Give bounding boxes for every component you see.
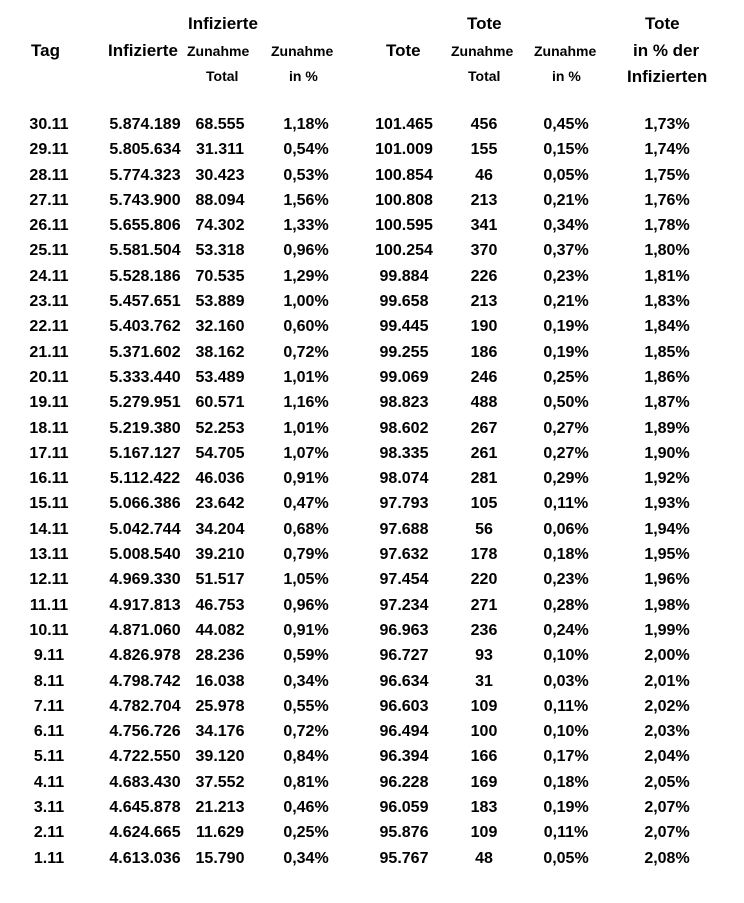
tote-zunahme-total-cell: 178 <box>470 546 498 564</box>
tote-cell: 98.823 <box>379 394 429 412</box>
inf-zunahme-total-cell: 34.204 <box>195 520 245 538</box>
tag-cell: 26.11 <box>29 217 69 235</box>
tag-cell: 4.11 <box>33 773 65 791</box>
inf-zunahme-total-cell: 32.160 <box>195 318 245 336</box>
tote-zunahme-pct-cell: 0,19% <box>543 343 589 361</box>
tag-cell: 6.11 <box>33 723 65 741</box>
header-inf-zunahme-pct-line2: in % <box>289 68 318 84</box>
tote-pct-infizierte-cell: 2,07% <box>644 824 690 842</box>
tote-zunahme-total-cell: 183 <box>470 799 498 817</box>
inf-zunahme-total-cell: 11.629 <box>195 824 245 842</box>
header-tote-zunahme-pct-line2: in % <box>552 68 581 84</box>
tag-cell: 17.11 <box>29 444 69 462</box>
infizierte-cell: 5.371.602 <box>109 343 181 361</box>
tote-pct-infizierte-cell: 2,05% <box>644 773 690 791</box>
infizierte-cell: 4.871.060 <box>109 621 181 639</box>
tote-cell: 101.465 <box>375 116 433 133</box>
inf-zunahme-total-cell: 68.555 <box>195 116 245 133</box>
tote-zunahme-total-cell: 93 <box>475 647 493 665</box>
tag-cell: 15.11 <box>29 495 69 513</box>
tote-cell: 100.254 <box>375 242 433 260</box>
tote-zunahme-total-cell: 169 <box>470 773 498 791</box>
inf-zunahme-total-cell: 39.210 <box>195 546 245 564</box>
table-row <box>0 822 744 847</box>
tote-zunahme-total-cell: 246 <box>470 368 498 386</box>
tote-zunahme-total-cell: 46 <box>475 166 493 184</box>
tote-zunahme-pct-cell: 0,10% <box>543 647 589 665</box>
tag-cell: 18.11 <box>29 419 69 437</box>
inf-zunahme-total-cell: 44.082 <box>195 621 245 639</box>
inf-zunahme-pct-cell: 1,56% <box>283 191 329 209</box>
header-pct-line1: Tote <box>645 14 680 33</box>
inf-zunahme-pct-cell: 1,16% <box>283 394 329 412</box>
tote-zunahme-pct-cell: 0,34% <box>543 217 589 235</box>
tag-cell: 7.11 <box>33 697 65 715</box>
inf-zunahme-pct-cell: 0,60% <box>283 318 329 336</box>
tote-zunahme-total-cell: 109 <box>470 697 498 715</box>
inf-zunahme-pct-cell: 0,96% <box>283 596 329 614</box>
tote-zunahme-pct-cell: 0,29% <box>543 470 589 488</box>
tote-zunahme-pct-cell: 0,19% <box>543 799 589 817</box>
infizierte-cell: 5.333.440 <box>109 368 181 386</box>
inf-zunahme-pct-cell: 0,53% <box>283 166 329 184</box>
inf-zunahme-total-cell: 54.705 <box>195 444 245 462</box>
tote-cell: 96.963 <box>379 621 429 639</box>
tote-zunahme-total-cell: 190 <box>470 318 498 336</box>
inf-zunahme-total-cell: 53.889 <box>195 293 245 311</box>
inf-zunahme-total-cell: 60.571 <box>195 394 245 412</box>
infizierte-cell: 5.774.323 <box>109 166 181 184</box>
inf-zunahme-total-cell: 88.094 <box>195 191 245 209</box>
inf-zunahme-total-cell: 46.753 <box>195 596 245 614</box>
table-row <box>0 493 744 518</box>
tag-cell: 8.11 <box>33 672 65 690</box>
inf-zunahme-pct-cell: 0,81% <box>283 773 329 791</box>
tote-zunahme-total-cell: 281 <box>470 470 498 488</box>
infizierte-cell: 5.457.651 <box>109 293 181 311</box>
infizierte-cell: 4.613.036 <box>109 849 181 867</box>
inf-zunahme-pct-cell: 0,34% <box>283 672 329 690</box>
tote-pct-infizierte-cell: 1,96% <box>644 571 690 589</box>
table-row <box>0 671 744 696</box>
infizierte-cell: 5.042.744 <box>109 520 181 538</box>
tote-zunahme-pct-cell: 0,25% <box>543 368 589 386</box>
tote-pct-infizierte-cell: 1,93% <box>644 495 690 513</box>
tote-zunahme-pct-cell: 0,03% <box>543 672 589 690</box>
tote-zunahme-total-cell: 166 <box>470 748 498 766</box>
tag-cell: 27.11 <box>29 191 69 209</box>
tote-zunahme-pct-cell: 0,15% <box>543 141 589 159</box>
tote-cell: 95.876 <box>379 824 429 842</box>
infizierte-cell: 4.645.878 <box>109 799 181 817</box>
tag-cell: 22.11 <box>29 318 69 336</box>
inf-zunahme-total-cell: 30.423 <box>195 166 245 184</box>
tote-cell: 99.658 <box>379 293 429 311</box>
tote-zunahme-pct-cell: 0,27% <box>543 419 589 437</box>
tote-zunahme-total-cell: 456 <box>470 116 498 133</box>
infizierte-cell: 4.798.742 <box>109 672 181 690</box>
table-row <box>0 114 744 139</box>
table-row <box>0 797 744 822</box>
table-row <box>0 240 744 265</box>
tote-zunahme-pct-cell: 0,18% <box>543 773 589 791</box>
tote-pct-infizierte-cell: 2,07% <box>644 799 690 817</box>
inf-zunahme-total-cell: 21.213 <box>195 799 245 817</box>
inf-zunahme-pct-cell: 1,18% <box>283 116 329 133</box>
table-row <box>0 392 744 417</box>
inf-zunahme-pct-cell: 0,34% <box>283 849 329 867</box>
tote-zunahme-pct-cell: 0,17% <box>543 748 589 766</box>
inf-zunahme-pct-cell: 1,29% <box>283 267 329 285</box>
infizierte-cell: 4.624.665 <box>109 824 181 842</box>
tote-zunahme-pct-cell: 0,28% <box>543 596 589 614</box>
inf-zunahme-pct-cell: 1,01% <box>283 419 329 437</box>
tote-cell: 96.494 <box>379 723 429 741</box>
table-row <box>0 519 744 544</box>
inf-zunahme-pct-cell: 1,05% <box>283 571 329 589</box>
inf-zunahme-total-cell: 23.642 <box>195 495 245 513</box>
infizierte-cell: 5.112.422 <box>109 470 181 488</box>
tote-cell: 96.727 <box>379 647 429 665</box>
inf-zunahme-pct-cell: 0,91% <box>283 470 329 488</box>
tote-zunahme-total-cell: 261 <box>470 444 498 462</box>
tote-pct-infizierte-cell: 1,87% <box>644 394 690 412</box>
header-tote: Tote <box>386 41 421 60</box>
header-tote-group: Tote <box>467 14 502 33</box>
header-inf-zunahme-total-line2: Total <box>206 68 239 84</box>
tote-zunahme-pct-cell: 0,11% <box>543 495 589 513</box>
inf-zunahme-total-cell: 38.162 <box>195 343 245 361</box>
tote-zunahme-pct-cell: 0,10% <box>543 723 589 741</box>
table-row <box>0 139 744 164</box>
tote-zunahme-total-cell: 31 <box>475 672 493 690</box>
inf-zunahme-pct-cell: 1,01% <box>283 368 329 386</box>
header-inf-zunahme-total-line1: Zunahme <box>187 43 250 59</box>
tote-zunahme-total-cell: 213 <box>470 191 498 209</box>
tote-pct-infizierte-cell: 1,90% <box>644 444 690 462</box>
inf-zunahme-total-cell: 31.311 <box>195 141 245 159</box>
table-row <box>0 645 744 670</box>
tote-pct-infizierte-cell: 1,74% <box>644 141 690 159</box>
tote-cell: 101.009 <box>375 141 433 159</box>
tote-cell: 97.793 <box>379 495 429 513</box>
table-row <box>0 721 744 746</box>
tag-cell: 30.11 <box>29 116 69 133</box>
infizierte-cell: 5.008.540 <box>109 546 181 564</box>
inf-zunahme-pct-cell: 0,72% <box>283 723 329 741</box>
infizierte-cell: 5.743.900 <box>109 191 181 209</box>
tote-pct-infizierte-cell: 1,81% <box>644 267 690 285</box>
infizierte-cell: 4.722.550 <box>109 748 181 766</box>
table-row <box>0 569 744 594</box>
tote-pct-infizierte-cell: 1,86% <box>644 368 690 386</box>
tote-zunahme-total-cell: 155 <box>470 141 498 159</box>
tote-cell: 95.767 <box>379 849 429 867</box>
infizierte-cell: 5.874.189 <box>109 116 181 133</box>
tag-cell: 23.11 <box>29 293 69 311</box>
inf-zunahme-total-cell: 39.120 <box>195 748 245 766</box>
header-tote-zunahme-total-line1: Zunahme <box>451 43 514 59</box>
tag-cell: 10.11 <box>29 621 69 639</box>
tote-zunahme-total-cell: 48 <box>475 849 493 867</box>
tote-pct-infizierte-cell: 1,94% <box>644 520 690 538</box>
tote-pct-infizierte-cell: 1,80% <box>644 242 690 260</box>
tote-pct-infizierte-cell: 2,03% <box>644 723 690 741</box>
tote-cell: 99.445 <box>379 318 429 336</box>
tote-pct-infizierte-cell: 1,89% <box>644 419 690 437</box>
tote-cell: 96.228 <box>379 773 429 791</box>
tote-zunahme-pct-cell: 0,18% <box>543 546 589 564</box>
tote-zunahme-pct-cell: 0,21% <box>543 293 589 311</box>
tote-zunahme-pct-cell: 0,05% <box>543 166 589 184</box>
table-row <box>0 418 744 443</box>
inf-zunahme-total-cell: 53.318 <box>195 242 245 260</box>
tote-pct-infizierte-cell: 2,08% <box>644 849 690 867</box>
tote-pct-infizierte-cell: 1,83% <box>644 293 690 311</box>
infizierte-cell: 4.969.330 <box>109 571 181 589</box>
tag-cell: 16.11 <box>29 470 69 488</box>
tag-cell: 24.11 <box>29 267 69 285</box>
tote-cell: 100.854 <box>375 166 433 184</box>
tote-pct-infizierte-cell: 1,84% <box>644 318 690 336</box>
tote-zunahme-pct-cell: 0,27% <box>543 444 589 462</box>
inf-zunahme-pct-cell: 0,46% <box>283 799 329 817</box>
tote-cell: 98.074 <box>379 470 429 488</box>
table-row <box>0 165 744 190</box>
inf-zunahme-total-cell: 16.038 <box>195 672 245 690</box>
tote-zunahme-pct-cell: 0,45% <box>543 116 589 133</box>
tote-pct-infizierte-cell: 1,92% <box>644 470 690 488</box>
inf-zunahme-total-cell: 53.489 <box>195 368 245 386</box>
tag-cell: 21.11 <box>29 343 69 361</box>
tag-cell: 29.11 <box>29 141 69 159</box>
header-inf-zunahme-pct-line1: Zunahme <box>271 43 334 59</box>
inf-zunahme-pct-cell: 1,07% <box>283 444 329 462</box>
infizierte-cell: 4.756.726 <box>109 723 181 741</box>
inf-zunahme-pct-cell: 0,84% <box>283 748 329 766</box>
header-pct-line2: in % der <box>633 41 700 60</box>
inf-zunahme-total-cell: 25.978 <box>195 697 245 715</box>
infizierte-cell: 4.917.813 <box>109 596 181 614</box>
table-row <box>0 291 744 316</box>
tote-cell: 100.808 <box>375 191 433 209</box>
inf-zunahme-pct-cell: 0,79% <box>283 546 329 564</box>
tag-cell: 20.11 <box>29 368 69 386</box>
tag-cell: 28.11 <box>29 166 69 184</box>
tote-pct-infizierte-cell: 1,98% <box>644 596 690 614</box>
table-row <box>0 595 744 620</box>
tote-pct-infizierte-cell: 1,78% <box>644 217 690 235</box>
tag-cell: 3.11 <box>33 799 65 817</box>
tote-cell: 96.394 <box>379 748 429 766</box>
tote-zunahme-pct-cell: 0,11% <box>543 697 589 715</box>
table-row <box>0 215 744 240</box>
infizierte-cell: 5.528.186 <box>109 267 181 285</box>
tote-zunahme-pct-cell: 0,19% <box>543 318 589 336</box>
tag-cell: 14.11 <box>29 520 69 538</box>
infizierte-cell: 5.279.951 <box>109 394 181 412</box>
tote-cell: 96.059 <box>379 799 429 817</box>
table-row <box>0 772 744 797</box>
tote-zunahme-pct-cell: 0,50% <box>543 394 589 412</box>
tote-zunahme-pct-cell: 0,37% <box>543 242 589 260</box>
table-row <box>0 620 744 645</box>
tag-cell: 12.11 <box>29 571 69 589</box>
infizierte-cell: 5.066.386 <box>109 495 181 513</box>
table-row <box>0 544 744 569</box>
tote-pct-infizierte-cell: 1,95% <box>644 546 690 564</box>
tote-zunahme-total-cell: 370 <box>470 242 498 260</box>
tote-pct-infizierte-cell: 2,04% <box>644 748 690 766</box>
tote-zunahme-pct-cell: 0,21% <box>543 191 589 209</box>
inf-zunahme-total-cell: 28.236 <box>195 647 245 665</box>
tote-zunahme-pct-cell: 0,23% <box>543 267 589 285</box>
tag-cell: 5.11 <box>33 748 65 766</box>
tote-cell: 99.884 <box>379 267 429 285</box>
infizierte-cell: 5.167.127 <box>109 444 181 462</box>
table-body <box>0 114 744 873</box>
tag-cell: 19.11 <box>29 394 69 412</box>
table-row <box>0 443 744 468</box>
tote-zunahme-total-cell: 220 <box>470 571 498 589</box>
header-infizierte-group: Infizierte <box>188 14 258 33</box>
tote-zunahme-total-cell: 213 <box>470 293 498 311</box>
tote-pct-infizierte-cell: 1,73% <box>644 116 690 133</box>
tote-zunahme-pct-cell: 0,23% <box>543 571 589 589</box>
table-row <box>0 316 744 341</box>
inf-zunahme-pct-cell: 0,91% <box>283 621 329 639</box>
inf-zunahme-pct-cell: 0,96% <box>283 242 329 260</box>
tote-pct-infizierte-cell: 2,01% <box>644 672 690 690</box>
inf-zunahme-pct-cell: 0,59% <box>283 647 329 665</box>
tote-cell: 99.255 <box>379 343 429 361</box>
tag-cell: 2.11 <box>33 824 65 842</box>
table-row <box>0 190 744 215</box>
inf-zunahme-total-cell: 74.302 <box>195 217 245 235</box>
table-row <box>0 746 744 771</box>
inf-zunahme-pct-cell: 0,55% <box>283 697 329 715</box>
infizierte-cell: 5.581.504 <box>109 242 181 260</box>
tote-cell: 100.595 <box>375 217 433 235</box>
tag-cell: 11.11 <box>29 596 69 614</box>
inf-zunahme-pct-cell: 0,54% <box>283 141 329 159</box>
infizierte-cell: 5.219.380 <box>109 419 181 437</box>
header-tote-zunahme-pct-line1: Zunahme <box>534 43 597 59</box>
tote-zunahme-total-cell: 488 <box>470 394 498 412</box>
tote-cell: 98.335 <box>379 444 429 462</box>
table-row <box>0 696 744 721</box>
tag-cell: 9.11 <box>33 647 65 665</box>
table-row <box>0 468 744 493</box>
tote-cell: 96.634 <box>379 672 429 690</box>
tote-pct-infizierte-cell: 2,00% <box>644 647 690 665</box>
tag-cell: 25.11 <box>29 242 69 260</box>
tote-zunahme-total-cell: 56 <box>475 520 493 538</box>
tote-pct-infizierte-cell: 1,76% <box>644 191 690 209</box>
tote-zunahme-total-cell: 109 <box>470 824 498 842</box>
tote-pct-infizierte-cell: 1,85% <box>644 343 690 361</box>
tote-pct-infizierte-cell: 2,02% <box>644 697 690 715</box>
tag-cell: 1.11 <box>33 849 65 867</box>
tote-cell: 98.602 <box>379 419 429 437</box>
infizierte-cell: 5.403.762 <box>109 318 181 336</box>
tote-cell: 97.632 <box>379 546 429 564</box>
table-row <box>0 848 744 873</box>
inf-zunahme-pct-cell: 0,68% <box>283 520 329 538</box>
tote-zunahme-total-cell: 226 <box>470 267 498 285</box>
infizierte-cell: 5.655.806 <box>109 217 181 235</box>
tote-zunahme-pct-cell: 0,24% <box>543 621 589 639</box>
tote-zunahme-pct-cell: 0,11% <box>543 824 589 842</box>
inf-zunahme-total-cell: 51.517 <box>195 571 245 589</box>
tote-zunahme-total-cell: 341 <box>470 217 498 235</box>
infizierte-cell: 4.683.430 <box>109 773 181 791</box>
inf-zunahme-total-cell: 37.552 <box>195 773 245 791</box>
tote-zunahme-total-cell: 271 <box>470 596 498 614</box>
tote-cell: 99.069 <box>379 368 429 386</box>
tote-zunahme-total-cell: 186 <box>470 343 498 361</box>
table-row <box>0 266 744 291</box>
inf-zunahme-total-cell: 15.790 <box>195 849 245 867</box>
table-row <box>0 367 744 392</box>
header-infizierte: Infizierte <box>108 41 178 60</box>
header-tag: Tag <box>31 41 60 60</box>
table-row <box>0 342 744 367</box>
tote-zunahme-total-cell: 100 <box>470 723 498 741</box>
inf-zunahme-total-cell: 34.176 <box>195 723 245 741</box>
tote-zunahme-pct-cell: 0,05% <box>543 849 589 867</box>
infizierte-cell: 4.826.978 <box>109 647 181 665</box>
tag-cell: 13.11 <box>29 546 69 564</box>
header-pct-line3: Infizierten <box>627 67 708 86</box>
tote-zunahme-total-cell: 267 <box>470 419 498 437</box>
inf-zunahme-pct-cell: 1,00% <box>283 293 329 311</box>
tote-pct-infizierte-cell: 1,75% <box>644 166 690 184</box>
tote-cell: 96.603 <box>379 697 429 715</box>
tote-zunahme-total-cell: 105 <box>470 495 498 513</box>
tote-cell: 97.688 <box>379 520 429 538</box>
tote-cell: 97.454 <box>379 571 429 589</box>
tote-zunahme-pct-cell: 0,06% <box>543 520 589 538</box>
inf-zunahme-total-cell: 46.036 <box>195 470 245 488</box>
inf-zunahme-total-cell: 70.535 <box>195 267 245 285</box>
inf-zunahme-total-cell: 52.253 <box>195 419 245 437</box>
tote-cell: 97.234 <box>379 596 429 614</box>
inf-zunahme-pct-cell: 0,25% <box>283 824 329 842</box>
infizierte-cell: 5.805.634 <box>109 141 181 159</box>
tote-pct-infizierte-cell: 1,99% <box>644 621 690 639</box>
header-tote-zunahme-total-line2: Total <box>468 68 501 84</box>
inf-zunahme-pct-cell: 0,72% <box>283 343 329 361</box>
infizierte-cell: 4.782.704 <box>109 697 181 715</box>
inf-zunahme-pct-cell: 1,33% <box>283 217 329 235</box>
tote-zunahme-total-cell: 236 <box>470 621 498 639</box>
inf-zunahme-pct-cell: 0,47% <box>283 495 329 513</box>
